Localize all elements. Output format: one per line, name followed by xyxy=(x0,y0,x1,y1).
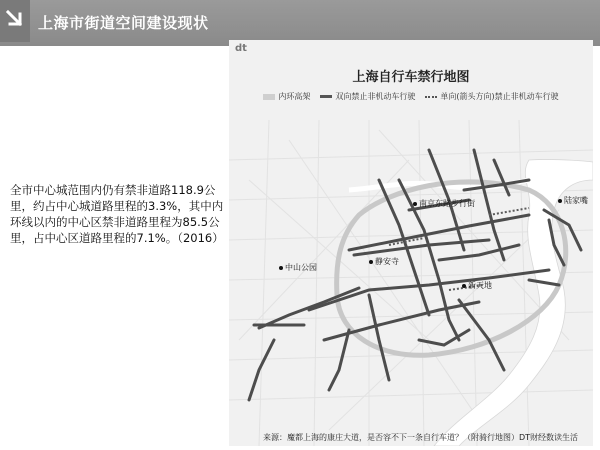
place-dot-icon xyxy=(369,260,373,264)
legend-item-elevated: 内环高架 xyxy=(263,91,310,102)
source-caption: 来源：魔都上海的康庄大道，是否容不下一条自行车道？（附骑行地图）DT财经数读生活 xyxy=(263,433,579,442)
map-legend xyxy=(229,91,593,102)
place-dot-icon xyxy=(279,266,283,270)
elevated-swatch-icon xyxy=(263,94,275,100)
one-way-dotted-line-icon xyxy=(425,96,437,98)
legend-item-two-way: 双向禁止非机动车行驶 xyxy=(320,91,415,102)
place-zhongshan-park: 中山公园 xyxy=(279,262,317,273)
two-way-line-icon xyxy=(320,95,332,98)
place-jingan-temple: 静安寺 xyxy=(369,256,399,267)
legend-item-one-way: 单向(箭头方向)禁止非机动车行驶 xyxy=(425,91,558,102)
place-nanjing-east: 南京东路步行街 xyxy=(413,198,475,209)
place-dot-icon xyxy=(413,202,417,206)
place-lujiazui: 陆家嘴 xyxy=(558,195,588,206)
place-dot-icon xyxy=(558,199,562,203)
bike-ban-map xyxy=(229,40,593,446)
dt-logo: dt xyxy=(235,43,247,54)
place-xintiandi: 新天地 xyxy=(462,280,492,291)
place-dot-icon xyxy=(462,284,466,288)
description-text: 全市中心城范围内仍有禁非道路118.9公里，约占中心城道路里程的3.3%，其中内环线以内的中心区禁非道路里程为85.5公里，占中心区道路里程的7.1%。（2016） xyxy=(10,183,224,245)
page-title: 上海市街道空间建设现状 xyxy=(38,14,209,32)
map-title: 上海自行车禁行地图 xyxy=(352,70,470,85)
arrow-icon xyxy=(0,0,30,42)
